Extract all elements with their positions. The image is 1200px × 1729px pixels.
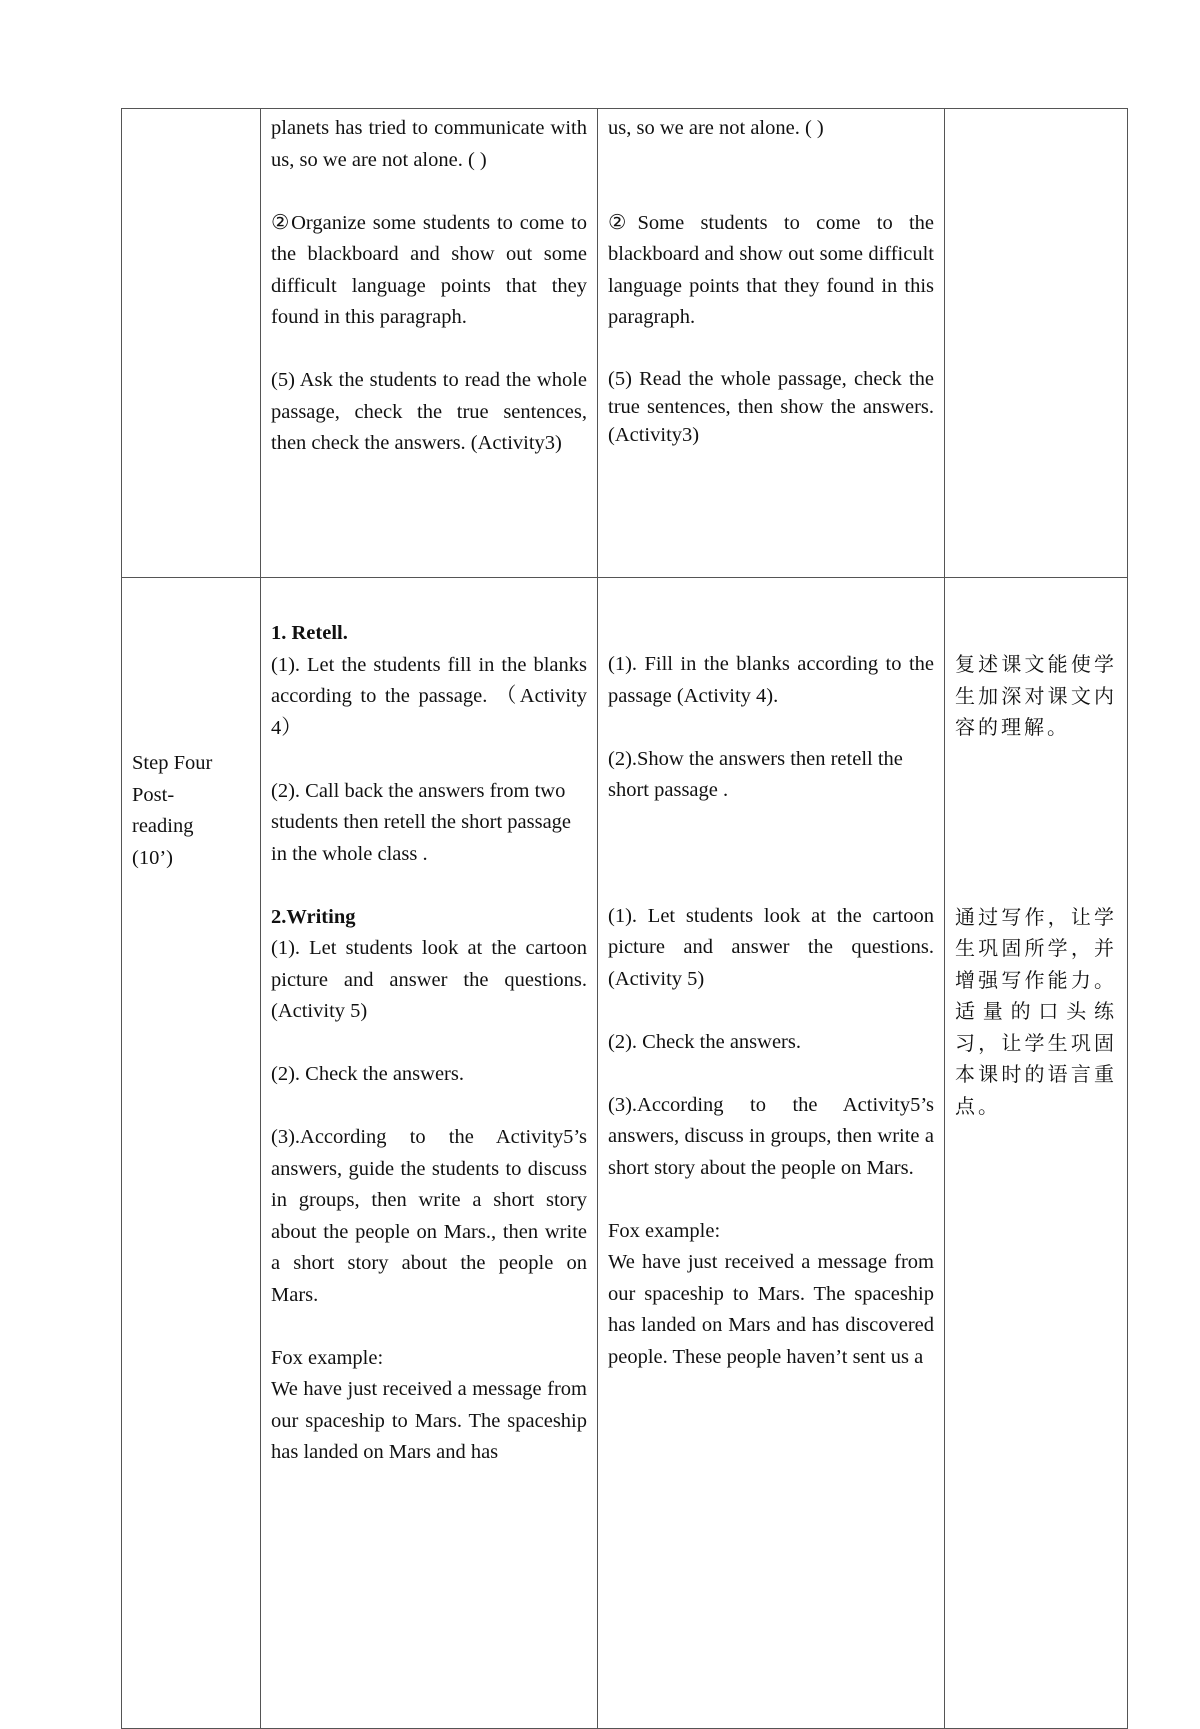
student-text: (1). Fill in the blanks according to the passage (Activity 4). bbox=[608, 653, 934, 707]
teacher-activity-cell bbox=[261, 578, 598, 1729]
teacher-text: Fox example: bbox=[271, 1346, 384, 1369]
table-row bbox=[122, 109, 1128, 578]
teacher-text: ②Organize some students to come to the blackboard and show out some difficult language points that they found in this paragraph. bbox=[271, 211, 587, 328]
student-text: Fox example: bbox=[608, 1219, 721, 1242]
teacher-text: (5) Ask the students to read the whole passage, check the true sentences, then check the answers. (Activity3) bbox=[271, 369, 587, 454]
step-cell bbox=[122, 578, 261, 1729]
teacher-text: (1). Let students look at the cartoon picture and answer the questions. (Activity 5) bbox=[271, 937, 587, 1022]
table-row bbox=[122, 578, 1128, 1729]
purpose-cell bbox=[945, 578, 1128, 1729]
teacher-text: We have just received a message from our spaceship to Mars. The spaceship has landed on Mars and has bbox=[271, 1378, 587, 1463]
purpose-text: 复述课文能使学生加深对课文内容的理解。 bbox=[955, 652, 1117, 739]
step-label: Post- bbox=[132, 783, 175, 806]
teacher-text: planets has tried to communicate with us, so we are not alone. ( ) bbox=[271, 117, 587, 171]
teacher-activity-cell bbox=[261, 109, 598, 578]
student-text: (1). Let students look at the cartoon picture and answer the questions. (Activity 5) bbox=[608, 904, 934, 990]
teacher-text: (3).According to the Activity5’s answers, guide the students to discuss in groups, then write a short story about the people on Mars., then write a short story about the people on Mars. bbox=[271, 1126, 587, 1306]
student-text: We have just received a message from our spaceship to Mars. The spaceship has landed on Mars and has discovered people. These people haven’t sent us a bbox=[608, 1251, 934, 1368]
purpose-text: 通过写作，让学生巩固所学，并增强写作能力。适量的口头练习，让学生巩固本课时的语言重点。 bbox=[955, 904, 1117, 1118]
student-text: (2). Check the answers. bbox=[608, 1030, 801, 1053]
student-text: us, so we are not alone. ( ) bbox=[608, 117, 824, 139]
student-text: ②Some students to come to the blackboard and show out some difficult language points that they found in this paragraph. bbox=[608, 211, 934, 328]
section-heading: 1. Retell. bbox=[271, 622, 348, 644]
student-text: (3).According to the Activity5’s answers, discuss in groups, then write a short story about the people on Mars. bbox=[608, 1093, 934, 1179]
step-cell bbox=[122, 109, 261, 578]
step-label: (10’) bbox=[132, 846, 173, 869]
student-activity-cell bbox=[598, 109, 945, 578]
lesson-plan-table bbox=[121, 108, 1128, 1729]
teacher-text: (1). Let the students fill in the blanks according to the passage. （Activity 4） bbox=[271, 653, 587, 739]
step-label: reading bbox=[132, 815, 194, 837]
purpose-cell bbox=[945, 109, 1128, 578]
student-activity-cell bbox=[598, 578, 945, 1729]
student-text: (5) Read the whole passage, check the true sentences, then show the answers. (Activity3) bbox=[608, 368, 934, 446]
step-label: Step Four bbox=[132, 752, 213, 774]
student-text: (2).Show the answers then retell the short passage . bbox=[608, 747, 903, 801]
teacher-text: (2). Call back the answers from two students then retell the short passage in the whole class . bbox=[271, 779, 572, 865]
teacher-text: (2). Check the answers. bbox=[271, 1063, 464, 1085]
section-heading: 2.Writing bbox=[271, 905, 356, 928]
